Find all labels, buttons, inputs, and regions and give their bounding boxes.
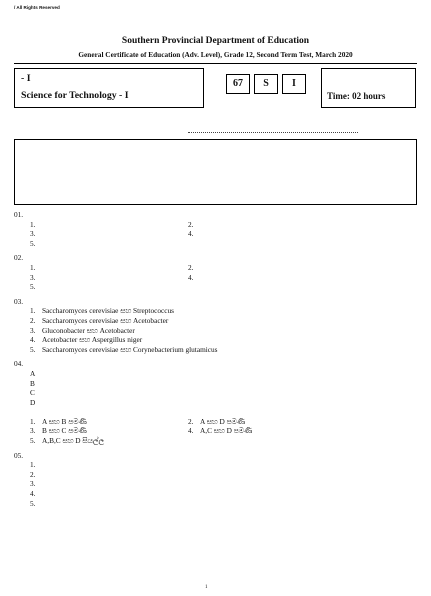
answer-option[interactable] xyxy=(188,220,417,230)
page-footer xyxy=(0,585,431,593)
option-number: 5. xyxy=(30,436,36,446)
answer-option[interactable] xyxy=(30,239,188,249)
option-number: 2. xyxy=(30,315,36,325)
question-stem xyxy=(14,451,417,461)
answer-option[interactable] xyxy=(30,326,417,336)
subject-sinhala-part: - I xyxy=(21,73,31,84)
instructions-box xyxy=(14,139,417,205)
option-number: 2. xyxy=(30,469,36,479)
answer-option[interactable] xyxy=(30,470,417,480)
answer-option[interactable] xyxy=(30,426,188,436)
exam-title xyxy=(14,50,417,60)
option-text: B සහ C පමණි xyxy=(42,426,87,436)
question-stem xyxy=(14,297,417,307)
option-number: 1. xyxy=(30,262,36,272)
answer-option[interactable] xyxy=(188,229,417,239)
option-number: 5. xyxy=(30,344,36,354)
question-prompt xyxy=(30,407,417,417)
question-text xyxy=(30,210,417,220)
option-text: A සහ D පමණි xyxy=(200,416,245,426)
department-header xyxy=(14,12,417,47)
answer-option[interactable] xyxy=(30,220,188,230)
question-2 xyxy=(14,253,417,291)
statement-letter: C xyxy=(30,388,35,398)
instruction-item xyxy=(32,163,409,173)
answer-option[interactable] xyxy=(188,273,417,283)
answer-option[interactable] xyxy=(188,263,417,273)
subject-code-box: S xyxy=(254,74,278,94)
page-number: 1 xyxy=(205,585,208,590)
option-number: 4. xyxy=(188,426,194,436)
question-text xyxy=(30,297,417,307)
answer-option[interactable] xyxy=(30,273,188,283)
question-4 xyxy=(14,359,417,445)
statement-letter: A xyxy=(30,368,36,378)
option-text: Saccharomyces cerevisiae සහ Streptococcus xyxy=(42,306,174,316)
instruction-item xyxy=(32,153,409,163)
index-number-field[interactable] xyxy=(188,124,358,133)
question-number: 03. xyxy=(14,296,24,306)
option-number: 1. xyxy=(30,306,36,316)
header-divider xyxy=(14,63,417,64)
answer-option[interactable] xyxy=(30,335,417,345)
option-text: Saccharomyces cerevisiae සහ Corynebacterium glutamicus xyxy=(42,344,218,354)
question-number: 01. xyxy=(14,210,24,219)
index-number-row xyxy=(184,122,417,133)
answer-option[interactable] xyxy=(30,316,417,326)
answer-options xyxy=(30,263,417,292)
question-text xyxy=(30,451,417,461)
option-number: 3. xyxy=(30,426,36,436)
answer-option[interactable] xyxy=(30,489,417,499)
department-name-tamil xyxy=(14,24,417,35)
statement-a xyxy=(30,369,417,379)
exam-title-english: General Certificate of Education (Adv. Level), Grade 12, Second Term Test, March 2020 xyxy=(78,50,353,59)
question-5 xyxy=(14,451,417,509)
question-text xyxy=(30,359,417,369)
statement-letter: D xyxy=(30,397,36,407)
answer-option[interactable] xyxy=(188,417,417,427)
option-number: 5. xyxy=(30,498,36,508)
option-number: 3. xyxy=(30,479,36,489)
option-number: 4. xyxy=(30,335,36,345)
answer-option[interactable] xyxy=(188,426,417,436)
option-number: 5. xyxy=(30,238,36,248)
subject-code-box: I xyxy=(282,74,306,94)
option-text: A,C සහ D පමණි xyxy=(200,426,253,436)
answer-options xyxy=(30,460,417,508)
option-number: 5. xyxy=(30,282,36,292)
option-number: 2. xyxy=(188,219,194,229)
time-sinhala xyxy=(327,71,410,87)
option-number: 1. xyxy=(30,460,36,470)
option-number: 4. xyxy=(188,272,194,282)
answer-option[interactable] xyxy=(30,282,188,292)
option-number: 4. xyxy=(30,489,36,499)
question-text xyxy=(30,253,417,263)
subject-box xyxy=(14,68,204,108)
instructions-heading xyxy=(22,143,409,153)
question-number: 02. xyxy=(14,253,24,263)
subject-english: Science for Technology - I xyxy=(21,90,129,101)
option-text: Acetobacter සහ Aspergillus niger xyxy=(42,335,143,345)
statement-b xyxy=(30,379,417,389)
option-number: 1. xyxy=(30,416,36,426)
paper-title-bar xyxy=(14,68,417,112)
answer-option[interactable] xyxy=(30,229,188,239)
answer-option[interactable] xyxy=(30,417,188,427)
rights-notice-english: / All Rights Reserved xyxy=(14,5,60,10)
option-text: Gluconobacter සහ Acetobacter xyxy=(42,325,135,335)
statement-c xyxy=(30,388,417,398)
instructions-list xyxy=(22,153,409,193)
question-stem xyxy=(14,210,417,220)
answer-option[interactable] xyxy=(30,460,417,470)
answer-options xyxy=(30,306,417,354)
statement-letter: B xyxy=(30,378,35,388)
question-stem xyxy=(14,253,417,263)
option-number: 2. xyxy=(188,416,194,426)
instruction-item xyxy=(32,173,409,183)
statement-d xyxy=(30,398,417,408)
department-name-english: Southern Provincial Department of Education xyxy=(121,36,310,46)
option-number: 3. xyxy=(30,325,36,335)
option-number: 3. xyxy=(30,272,36,282)
option-text: Saccharomyces cerevisiae සහ Acetobacter xyxy=(42,315,169,325)
question-1 xyxy=(14,210,417,248)
instruction-item xyxy=(32,183,409,193)
option-text: A සහ B පමණි xyxy=(42,416,87,426)
questions-section xyxy=(14,210,417,508)
option-number: 2. xyxy=(188,262,194,272)
option-number: 3. xyxy=(30,229,36,239)
option-text: A,B,C සහ D සියල්ල xyxy=(42,436,105,446)
answer-options xyxy=(30,417,417,446)
answer-option[interactable] xyxy=(30,499,417,509)
answer-option[interactable] xyxy=(30,479,417,489)
option-number: 1. xyxy=(30,219,36,229)
answer-option[interactable] xyxy=(30,306,417,316)
answer-option[interactable] xyxy=(30,345,417,355)
time-english: Time: 02 hours xyxy=(327,91,386,101)
department-name-sinhala xyxy=(14,12,417,24)
subject-code-box: 67 xyxy=(226,74,250,94)
question-stem xyxy=(14,359,417,369)
question-3 xyxy=(14,297,417,355)
answer-option[interactable] xyxy=(30,263,188,273)
rights-notice xyxy=(14,4,417,12)
answer-option[interactable] xyxy=(30,436,188,446)
question-number: 04. xyxy=(14,359,24,369)
question-number: 05. xyxy=(14,450,24,460)
answer-options xyxy=(30,220,417,249)
time-box xyxy=(321,68,416,108)
option-number: 4. xyxy=(188,229,194,239)
